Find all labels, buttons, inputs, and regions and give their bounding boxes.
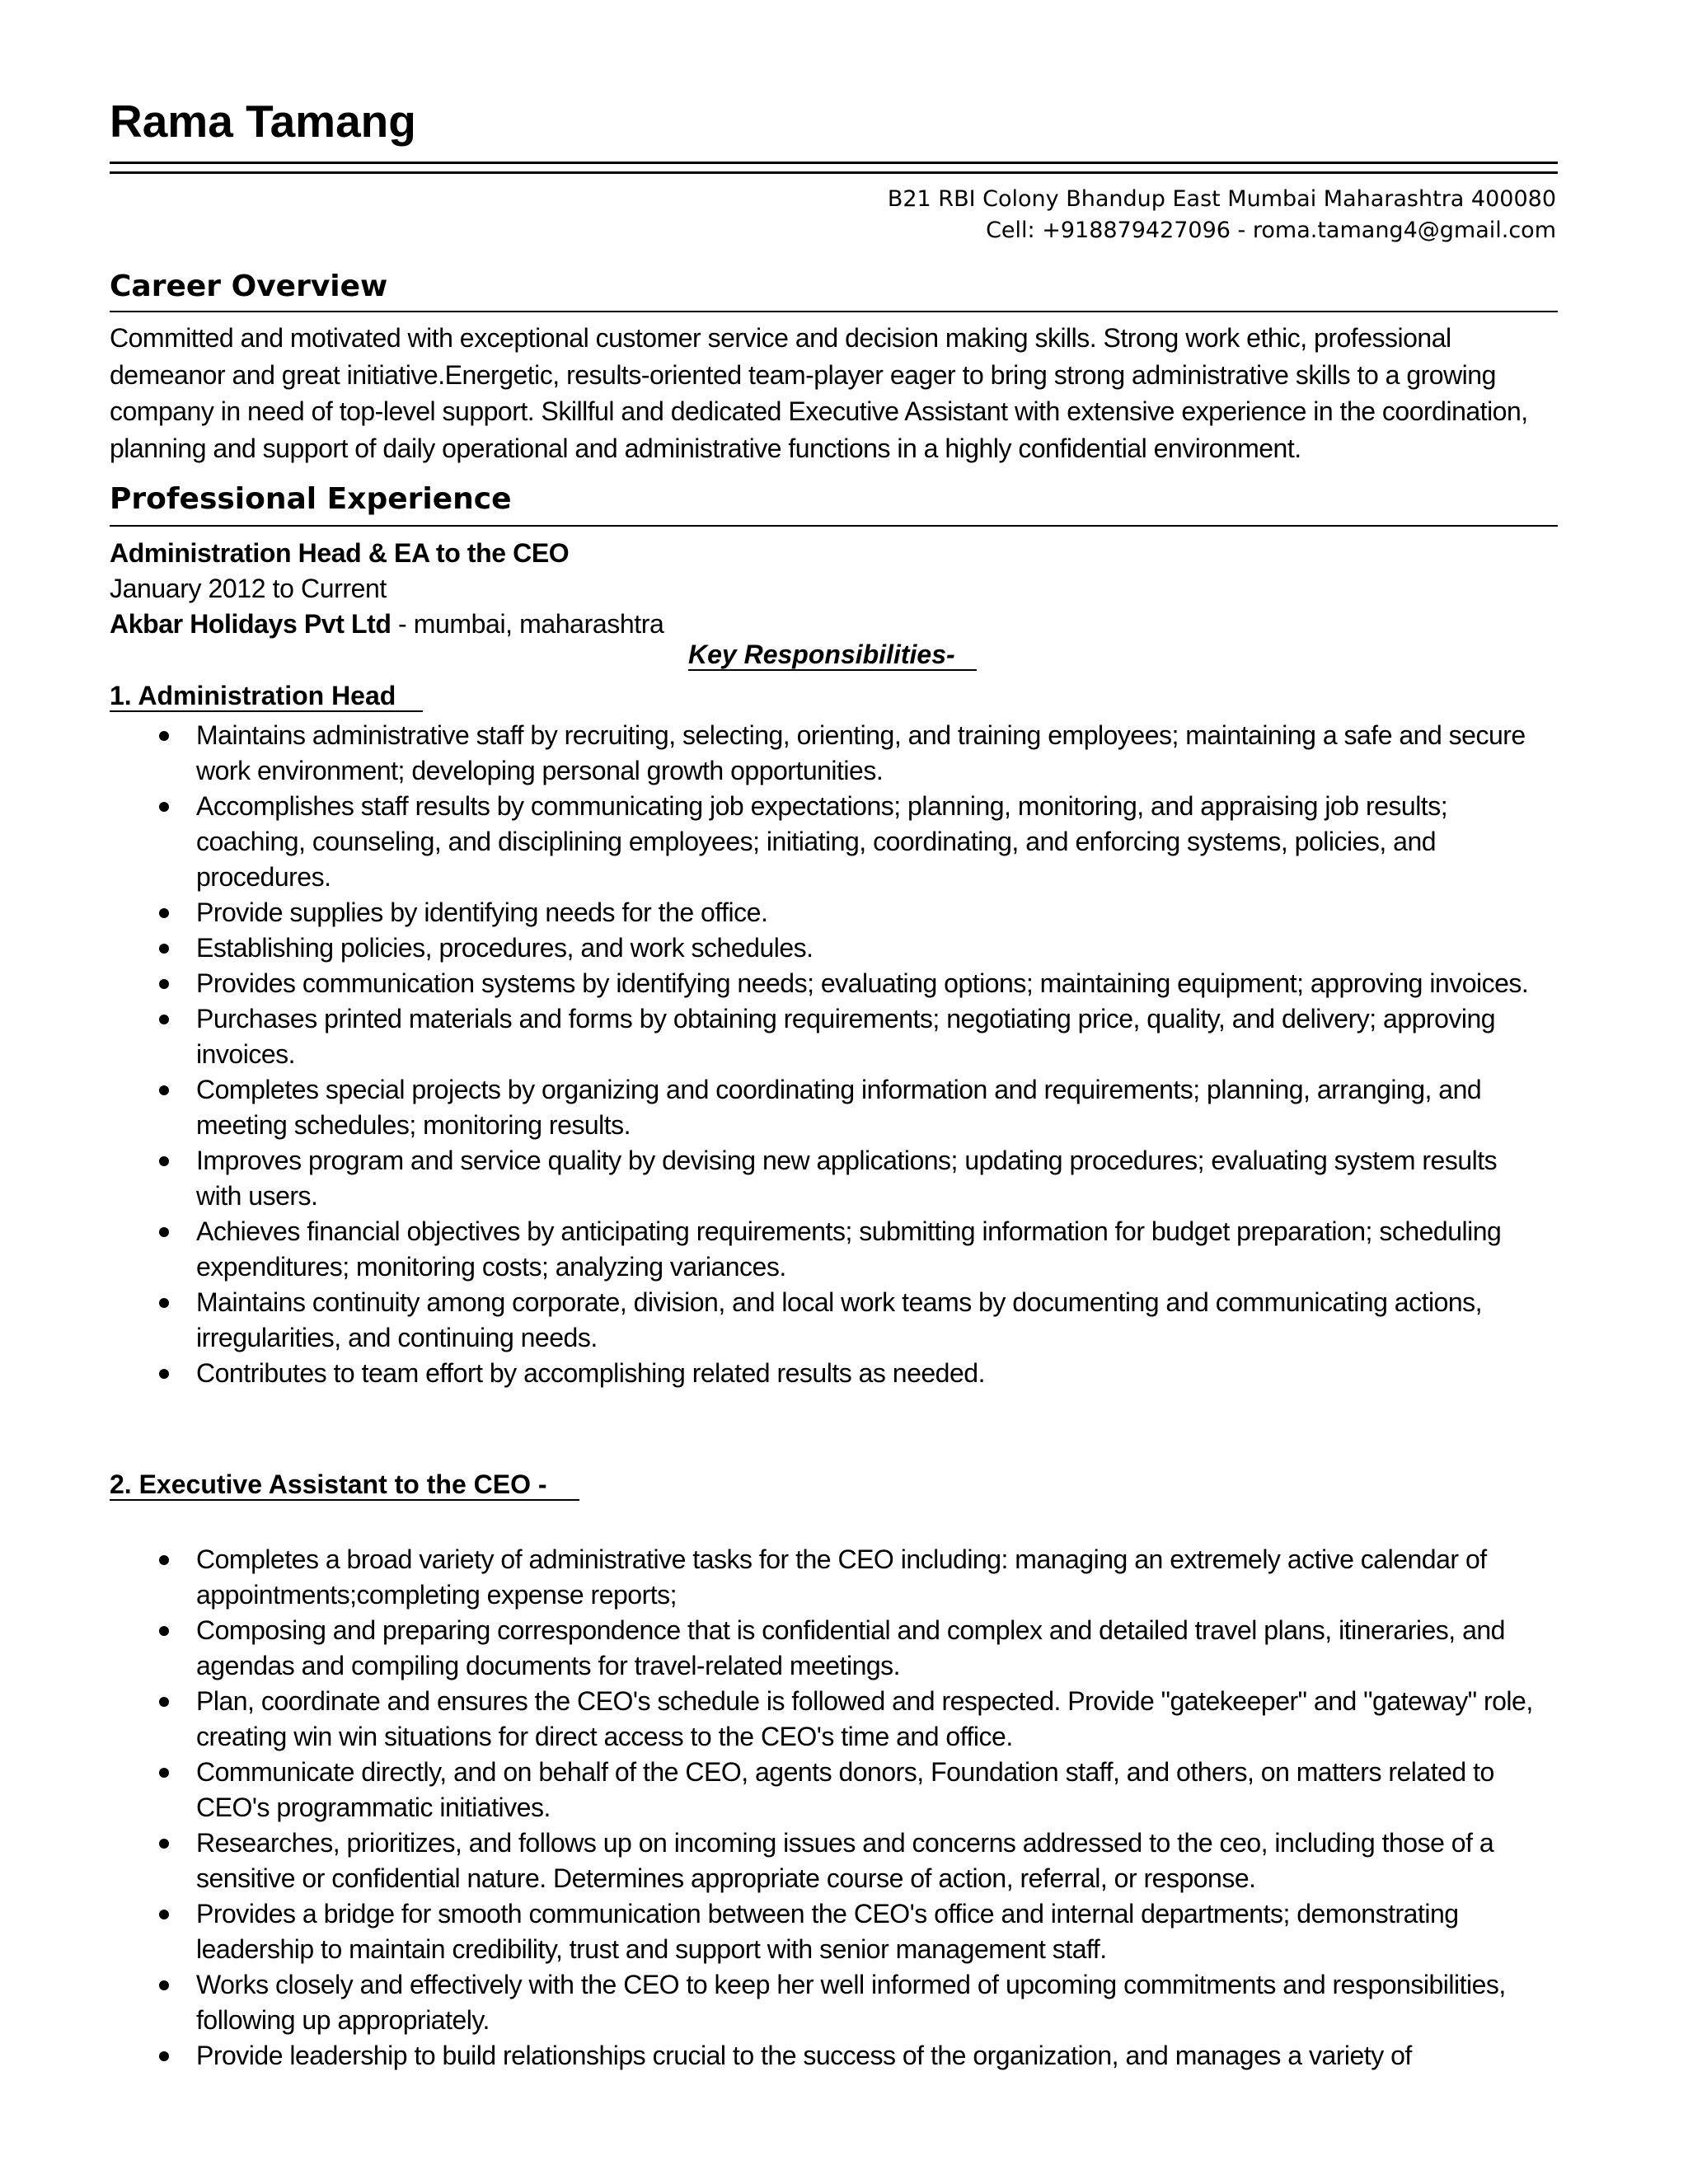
career-overview-rule [110, 311, 1558, 312]
job-title: Administration Head & EA to the CEO [110, 538, 570, 568]
list-item: Provide supplies by identifying needs for the office. [196, 895, 1548, 930]
list-item: Achieves financial objectives by anticipating requirements; submitting information for budget preparation; scheduling expenditures; monitoring costs; analyzing variances. [196, 1214, 1548, 1285]
list-item: Improves program and service quality by devising new applications; updating procedures; evaluating system results with users. [196, 1143, 1548, 1214]
list-item: Plan, coordinate and ensures the CEO's schedule is followed and respected. Provide "gatekeeper" and "gateway" role, creating win win situations for direct access to the CEO's time and office. [196, 1684, 1548, 1755]
list-item: Maintains continuity among corporate, division, and local work teams by documenting and communicating actions, irregularities, and continuing needs. [196, 1285, 1548, 1356]
career-overview-text: Committed and motivated with exceptional customer service and decision making skills. Strong work ethic, professional demeanor and great initiative.Energetic, results-oriented team-player eager to bring strong administrative skills to a growing company in need of top-level support. Skillful and dedicated Executive Assistant with extensive experience in the coordination, planning and support of daily operational and administrative functions in a highly confidential environment. [110, 323, 1528, 463]
ea-ceo-list [196, 1542, 1548, 2074]
list-item: Provides a bridge for smooth communication between the CEO's office and internal departments; demonstrating leadership to maintain credibility, trust and support with senior management staff. [196, 1896, 1548, 1967]
list-item: Maintains administrative staff by recruiting, selecting, orienting, and training employees; maintaining a safe and secure work environment; developing personal growth opportunities. [196, 718, 1548, 789]
job-dates: January 2012 to Current [110, 574, 387, 603]
contact-address: B21 RBI Colony Bhandup East Mumbai Maharashtra 400080 [887, 186, 1556, 212]
list-item: Establishing policies, procedures, and work schedules. [196, 930, 1548, 966]
list-item: Communicate directly, and on behalf of the CEO, agents donors, Foundation staff, and others, on matters related to CEO's programmatic initiatives. [196, 1755, 1548, 1825]
admin-head-heading: 1. Administration Head [110, 682, 423, 712]
admin-head-list [196, 718, 1548, 1391]
professional-experience-title: Professional Experience [110, 482, 512, 516]
candidate-name: Rama Tamang [110, 96, 416, 147]
professional-experience-rule [110, 525, 1558, 527]
list-item: Composing and preparing correspondence that is confidential and complex and detailed travel plans, itineraries, and agendas and compiling documents for travel-related meetings. [196, 1613, 1548, 1684]
list-item: Provides communication systems by identifying needs; evaluating options; maintaining equipment; approving invoices. [196, 966, 1548, 1001]
header-rule-bottom [110, 171, 1558, 174]
list-item: Accomplishes staff results by communicating job expectations; planning, monitoring, and appraising job results; coaching, counseling, and disciplining employees; initiating, coordinating, and enforcing systems, policies, and procedures. [196, 789, 1548, 895]
list-item: Provide leadership to build relationships crucial to the success of the organization, and manages a variety of [196, 2038, 1548, 2074]
company-line [110, 611, 663, 637]
career-overview-title: Career Overview [110, 269, 388, 303]
contact-cell: Cell: +918879427096 - [986, 218, 1253, 243]
contact-email: roma.tamang4@gmail.com [1252, 218, 1556, 243]
ea-ceo-heading: 2. Executive Assistant to the CEO - [110, 1471, 579, 1501]
list-item: Completes special projects by organizing and coordinating information and requirements; planning, arranging, and meeting schedules; monitoring results. [196, 1072, 1548, 1143]
header-rule-top [110, 162, 1558, 164]
company-location: - mumbai, maharashtra [391, 609, 664, 639]
contact-line [986, 219, 1556, 241]
company-name: Akbar Holidays Pvt Ltd [110, 609, 392, 639]
list-item: Purchases printed materials and forms by obtaining requirements; negotiating price, quality, and delivery; approving invoices. [196, 1001, 1548, 1072]
list-item: Works closely and effectively with the CEO to keep her well informed of upcoming commitments and responsibilities, following up appropriately. [196, 1967, 1548, 2038]
list-item: Researches, prioritizes, and follows up on incoming issues and concerns addressed to the ceo, including those of a sensitive or confidential nature. Determines appropriate course of action, referral, or response. [196, 1825, 1548, 1896]
list-item: Completes a broad variety of administrative tasks for the CEO including: managing an extremely active calendar of appointments;completing expense reports; [196, 1542, 1548, 1613]
key-responsibilities-label: Key Responsibilities- [688, 641, 977, 671]
list-item: Contributes to team effort by accomplishing related results as needed. [196, 1356, 1548, 1391]
